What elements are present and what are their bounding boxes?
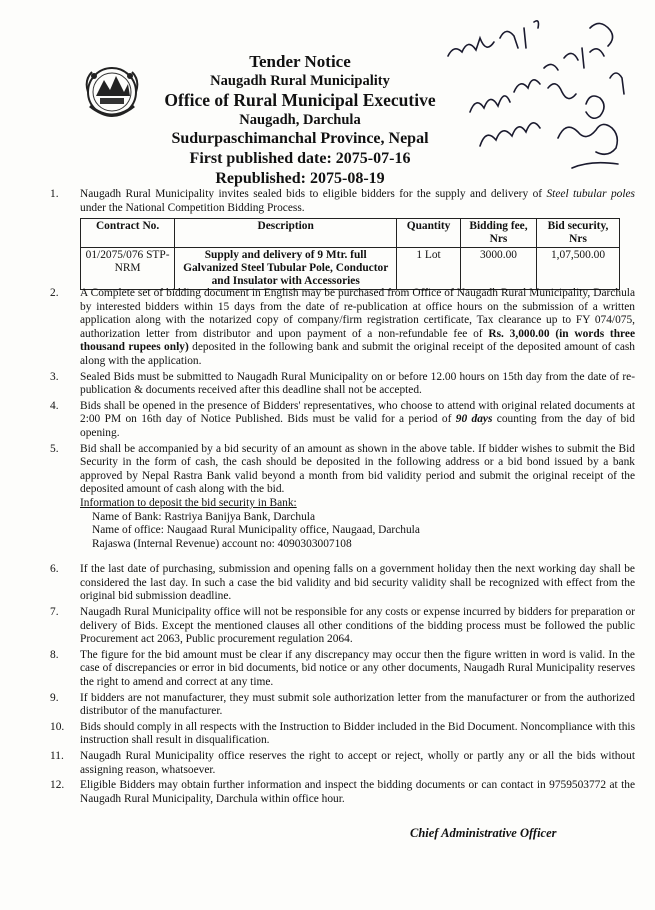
item-number: 6. — [50, 563, 59, 576]
item-number: 12. — [50, 779, 65, 792]
republished-date: Republished: 2075-08-19 — [215, 170, 385, 187]
item-text: The figure for the bid amount must be clear if any discrepancy may occur then the figure written in word is valid. In the case of discrepancies or error in bid documents, bid notice or any other documents, Naugadh Rural Municipality reserves the right to amend and correct at any time. — [80, 648, 635, 689]
table-spacer — [50, 220, 635, 287]
item-text: If bidders are not manufacturer, they must submit sole authorization letter from the manufacturer or from the authorized distributor of the manufacturer. — [80, 691, 635, 718]
nepal-emblem-icon — [84, 62, 140, 124]
header — [150, 52, 450, 189]
bank-info-title: Information to deposit the bid security in Bank: — [80, 496, 297, 509]
item-number: 5. — [50, 442, 59, 455]
cell-description: Supply and delivery of 9 Mtr. full Galvanized Steel Tubular Pole, Conductor and Insulator with Accessories — [175, 248, 397, 290]
cell-contract-no: 01/2075/076 STP-NRM — [81, 248, 175, 290]
bank-name: Name of Bank: Rastriya Banijya Bank, Darchula — [92, 510, 316, 523]
first-published-date: First published date: 2075-07-16 — [189, 150, 411, 167]
list-item — [50, 779, 635, 806]
cell-quantity: 1 Lot — [397, 248, 461, 290]
list-item — [50, 563, 635, 604]
item-text: A Complete set of bidding document in English may be purchased from Office of Naugadh Rural Municipality, Darchula by interested bidders within 15 days from the date of re-publication at office hours on the submission of a written application along with the notarized copy of company/firm registration certificate, Tax clearance up to FY 074/075, authorization letter from distributor and upon payment of a non-refundable fee of — [80, 287, 635, 340]
bank-info — [80, 497, 635, 551]
item-number: 8. — [50, 648, 59, 661]
header-description: Description — [175, 219, 397, 248]
item-number: 3. — [50, 370, 59, 383]
item-number: 1. — [50, 188, 59, 200]
item-text: Naugadh Rural Municipality office reserves the right to accept or reject, wholly or partly any or all the bids without assigning reason, whatsoever. — [80, 750, 635, 776]
item-text: under the National Competition Bidding Process. — [80, 201, 305, 214]
cell-bid-security: 1,07,500.00 — [537, 248, 620, 290]
list-item — [50, 721, 635, 748]
item-text: Eligible Bidders may obtain further information and inspect the bidding documents or can contact in 9759503772 at the Naugadh Rural Municipality, Darchula within office hour. — [80, 779, 635, 805]
spacer — [50, 553, 635, 563]
handwritten-note-icon — [440, 8, 640, 178]
item-number: 4. — [50, 399, 59, 412]
bank-account: Rajaswa (Internal Revenue) account no: 4090303007108 — [92, 537, 352, 550]
item-number: 7. — [50, 606, 59, 619]
office-name: Office of Rural Municipal Executive — [164, 90, 436, 110]
item-number: 11. — [50, 750, 64, 762]
item-text: Naugadh Rural Municipality invites sealed bids to eligible bidders for the supply and delivery of — [80, 188, 547, 200]
header-bidding-fee: Bidding fee, Nrs — [460, 219, 536, 248]
item-text: counting from the day of bid opening. — [80, 413, 635, 439]
municipality-name: Naugadh Rural Municipality — [210, 73, 390, 89]
notice-items — [50, 188, 635, 808]
item-text: deposited in the following bank and submit the original receipt of the deposited amount of cash along with the application. — [80, 341, 636, 367]
header-contract-no: Contract No. — [81, 219, 175, 248]
list-item — [50, 750, 635, 777]
list-item — [50, 371, 635, 398]
list-item — [50, 649, 635, 690]
header-quantity: Quantity — [397, 219, 461, 248]
item-text: Bids should comply in all respects with the Instruction to Bidder included in the Bid Document. Noncompliance with this instruction shall result in disqualification. — [80, 720, 635, 747]
item-text: Sealed Bids must be submitted to Naugadh Rural Municipality on or before 12.00 hours on 15th day from the date of re-publication & documents received after this deadline shall not be accepted. — [80, 370, 635, 397]
item-number: 2. — [50, 287, 59, 299]
item-emphasis: 90 days — [455, 413, 493, 426]
notice-title: Tender Notice — [249, 52, 351, 71]
bank-office-name: Name of office: Naugaad Rural Municipality office, Naugaad, Darchula — [92, 524, 420, 537]
item-text: If the last date of purchasing, submission and opening falls on a government holiday then the next working day shall be considered the last day. In such a case the bid validity and bid security validity shall be recognized with effect from the original bid submission deadline. — [80, 563, 635, 603]
item-emphasis: Steel tubular poles — [546, 188, 635, 200]
header-bid-security: Bid security, Nrs — [537, 219, 620, 248]
list-item — [50, 188, 635, 218]
signature-title: Chief Administrative Officer — [410, 826, 557, 840]
list-item — [50, 443, 635, 552]
list-item — [50, 606, 635, 647]
item-text: Bids shall be opened in the presence of Bidders' representatives, who choose to attend with original related documents at 2:00 PM on 16th day of Notice Published. Bids must be valid for a period of — [80, 399, 635, 426]
cell-bidding-fee: 3000.00 — [460, 248, 536, 290]
item-number: 10. — [50, 720, 65, 733]
item-bold-text: Rs. 3,000.00 (in words three thousand rupees only) — [80, 327, 635, 354]
item-text: Bid shall be accompanied by a bid security of an amount as shown in the above table. If bidder wishes to submit the Bid Security in the form of cash, the cash should be deposited in the following address or a bid bond issued by a bank approved by Nepal Rastra Bank valid beyond a month from bid validity period and submit the original receipt of the deposited amount of cash along with the bid. — [80, 442, 635, 496]
item-text: Naugadh Rural Municipality office will not be responsible for any costs or expense incurred by bidders for preparation or delivery of Bids. Except the mentioned clauses all other conditions of the bidding process must be followed the public Procurement act 2063, Public procurement regulation 2064. — [80, 606, 635, 646]
list-item — [50, 400, 635, 441]
item-number: 9. — [50, 691, 59, 704]
list-item — [50, 692, 635, 719]
location: Naugadh, Darchula — [239, 112, 361, 128]
province: Sudurpaschimanchal Province, Nepal — [171, 130, 429, 147]
list-item — [50, 287, 635, 369]
